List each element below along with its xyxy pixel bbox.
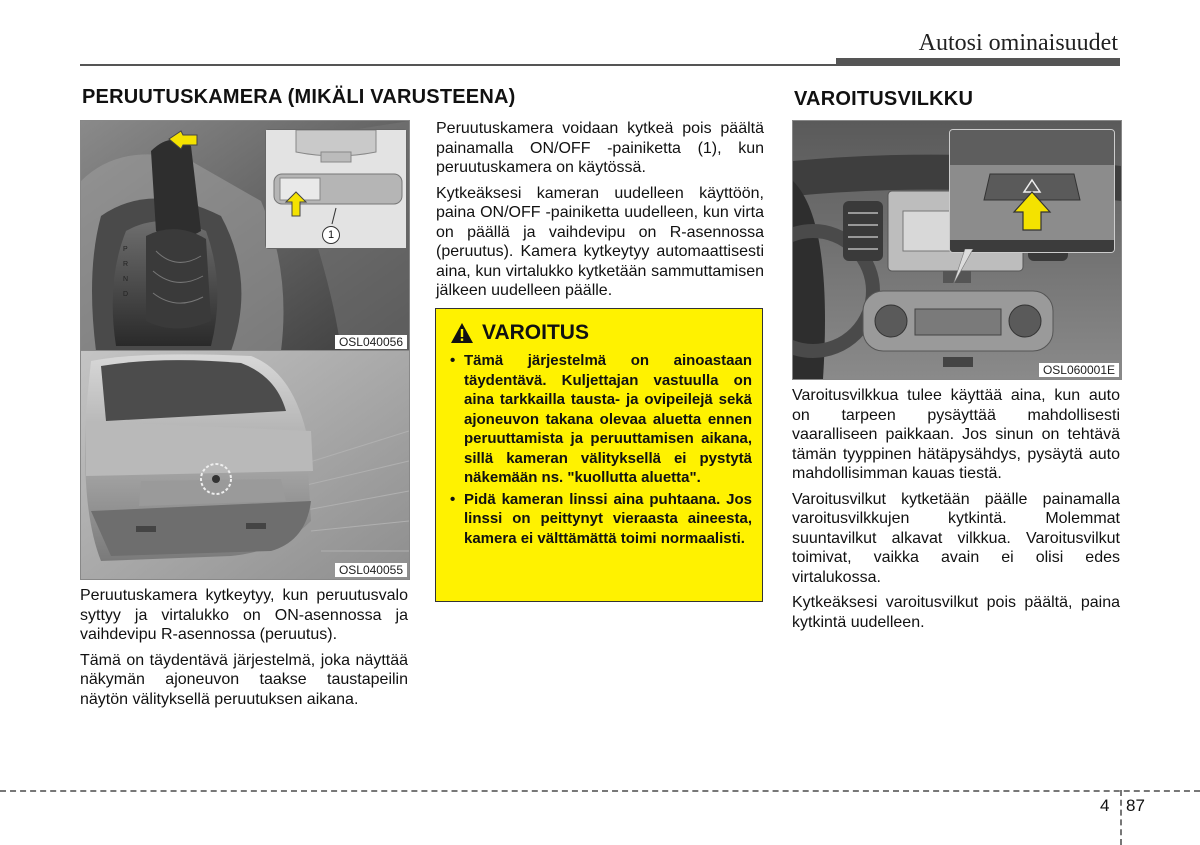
right-text-column [792, 386, 1120, 638]
warning-box [435, 308, 763, 602]
warning-list [450, 351, 752, 548]
paragraph: Kytkeäksesi varoitusvilkut pois päältä, paina kytkintä uudelleen. [792, 594, 1120, 631]
paragraph: Peruutuskamera voidaan kytkeä pois päältä painamalla ON/OFF -painiketta (1), kun peruutuskamera on käytössä. [436, 120, 764, 176]
running-header: Autosi ominaisuudet [918, 30, 1118, 56]
middle-text-column [436, 119, 764, 307]
callout-marker: 1 [322, 226, 340, 244]
paragraph: Kytkeäksesi kameran uudelleen käyttöön, paina ON/OFF -painiketta uudelleen, kun virta on päällä ja vaihdevipu on R-asennossa (peruutus). Kamera kytkeytyy automaattisesti aina, kun virtalukko kytketään sammuttamisen jälkeen uudelleen päälle. [436, 184, 764, 299]
figure-rear-camera [80, 350, 410, 580]
paragraph: Peruutuskamera kytkeytyy, kun peruutusvalo syttyy ja virtalukko on ON-asennossa ja vaihdevipu R-asennossa (peruutus). [80, 587, 408, 643]
paragraph: Varoitusvilkkua tulee käyttää aina, kun auto on tarpeen pysäyttää mahdollisesti vaaralliseen paikkaan. Jos sinun on tehtävä tämän tyyppinen hätäpysähdys, pysäytä auto mahdollisimman kauas tiestä. [792, 387, 1120, 482]
section-heading-reverse-camera: PERUUTUSKAMERA (MIKÄLI VARUSTEENA) [82, 86, 516, 108]
paragraph: Varoitusvilkut kytketään päälle painamalla varoitusvilkkujen kytkintä. Molemmat suuntavilkut alkavat vilkkua. Varoitusvilkut toimivat, vaikka avain ei olisi edes virtalukossa. [792, 490, 1120, 586]
figure-code: OSL060001E [1039, 363, 1119, 377]
warning-title: VAROITUS [482, 321, 589, 344]
warning-item: • Tämä järjestelmä on ainoastaan täydentävä. Kuljettajan vastuulla on aina tarkkailla tausta- ja ovipeilejä sekä ajoneuvon takana olevaa aluetta ennen peruuttamista ja peruuttamisen aikana, sillä kameran välityksellä ei pystytä näkemään ns. "kuollutta aluetta". [450, 351, 752, 488]
svg-text:D: D [123, 291, 129, 298]
header-bar [836, 58, 1120, 66]
svg-text:R: R [123, 261, 129, 268]
chapter-number: 4 [1100, 796, 1110, 815]
footer-dashed-divider [1120, 790, 1122, 845]
figure-code: OSL040056 [335, 335, 407, 349]
warning-header [450, 321, 752, 345]
inset-hazard-button [949, 129, 1115, 253]
callout-pointer [943, 249, 983, 289]
left-text-column [80, 586, 408, 715]
page-number: 87 [1126, 796, 1145, 815]
hazard-button-closeup [950, 130, 1114, 252]
figure-gear-shifter [80, 120, 410, 352]
footer-dashed-rule [0, 790, 1200, 792]
svg-text:P: P [123, 246, 128, 253]
section-heading-hazard-lights: VAROITUSVILKKU [794, 88, 974, 110]
warning-item: • Pidä kameran linssi aina puhtaana. Jos linssi on peittynyt vieraasta aineesta, kamera ei välttämättä toimi normaalisti. [450, 490, 752, 549]
rear-car-illustration [81, 351, 409, 579]
paragraph: Tämä on täydentävä järjestelmä, joka näyttää näkymän ajoneuvon taakse taustapeilin näytön välityksellä peruutuksen aikana. [80, 651, 408, 708]
warning-triangle-icon [450, 322, 474, 344]
inset-rearview-mirror [265, 129, 407, 249]
figure-hazard-switch [792, 120, 1122, 380]
figure-code: OSL040055 [335, 563, 407, 577]
svg-text:N: N [123, 276, 129, 283]
